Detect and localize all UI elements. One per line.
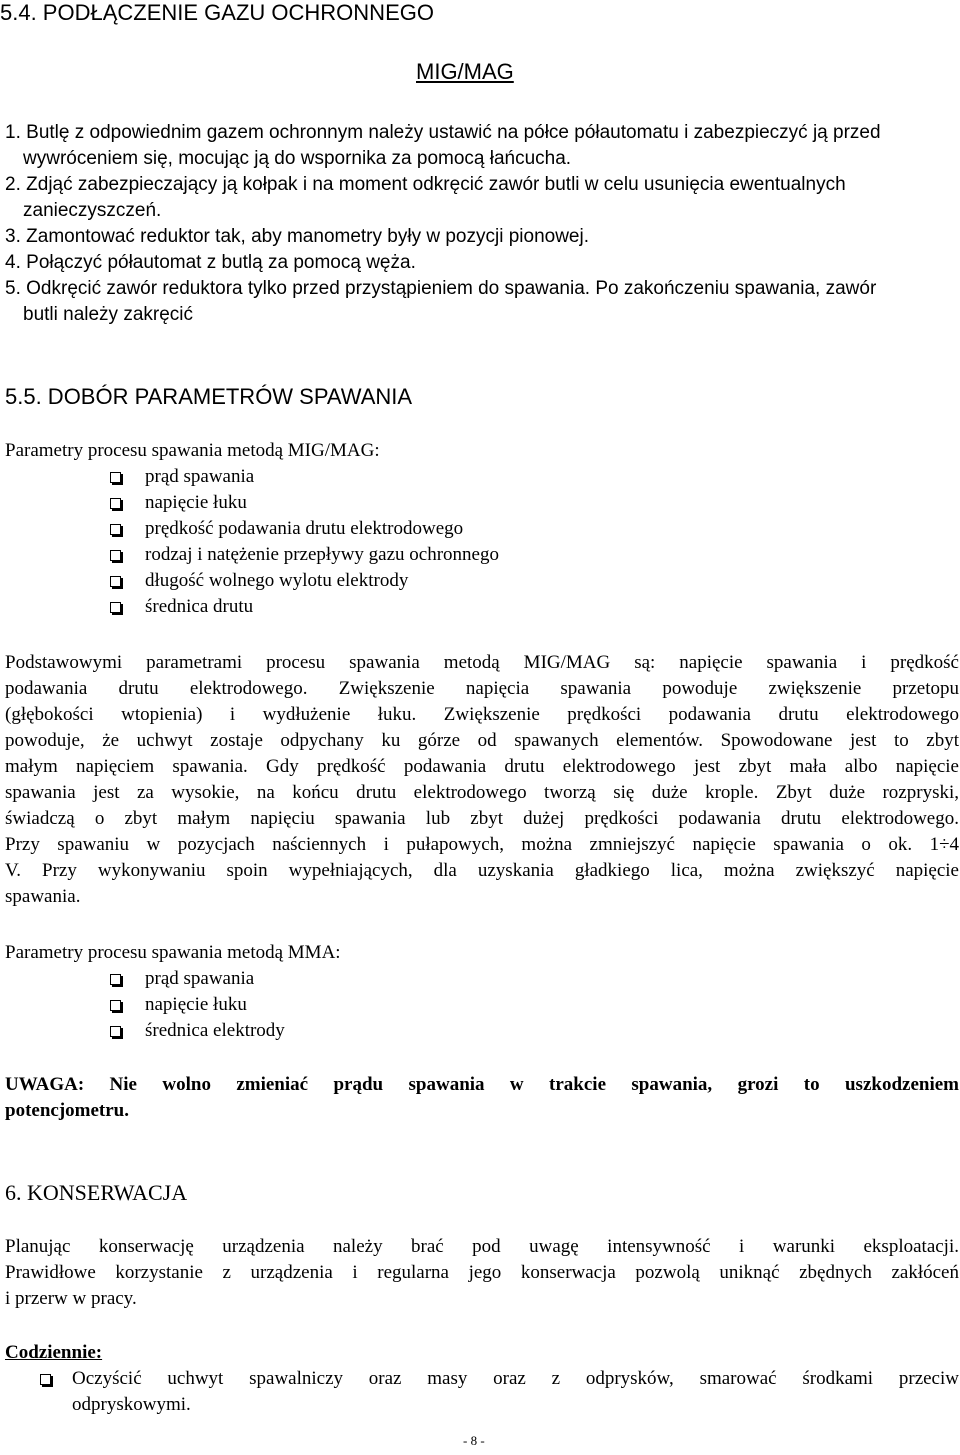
- checkbox-bullet-icon: [110, 472, 121, 483]
- list-item: średnica elektrody: [145, 1020, 285, 1041]
- step-1: [5, 120, 881, 146]
- step-number: 2.: [5, 174, 21, 195]
- step-3: [5, 224, 589, 250]
- step-text: Odkręcić zawór reduktora tylko przed przystąpieniem do spawania. Po zakończeniu spawania, zawór: [26, 278, 877, 299]
- paragraph-line: spawania.: [5, 886, 81, 907]
- section-heading-5-5: 5.5. DOBÓR PARAMETRÓW SPAWANIA: [5, 384, 413, 409]
- step-4: [5, 250, 416, 276]
- list-item: napięcie łuku: [145, 492, 247, 513]
- list-item: prąd spawania: [145, 466, 255, 487]
- paragraph-line: małym napięciem spawania. Gdy prędkość podawania drutu elektrodowego jest zbyt mała albo napięcie: [5, 756, 959, 777]
- paragraph-line: V. Przy wykonywaniu spoin wypełniających, dla uzyskania gładkiego lica, można zwiększyć napięcie: [5, 860, 959, 881]
- warning-line: UWAGA: Nie wolno zmieniać prądu spawania w trakcie spawania, grozi to uszkodzeniem: [5, 1074, 959, 1095]
- step-number: 1.: [5, 122, 21, 143]
- checkbox-bullet-icon: [110, 498, 121, 509]
- paragraph-line: podawania drutu elektrodowego. Zwiększenie napięcia spawania powoduje zwiększenie przetopu: [5, 678, 959, 699]
- section-heading-5-4: 5.4. PODŁĄCZENIE GAZU OCHRONNEGO: [0, 0, 434, 25]
- checkbox-bullet-icon: [110, 974, 121, 985]
- step-5-continued: butli należy zakręcić: [23, 304, 194, 325]
- list-item: napięcie łuku: [145, 994, 247, 1015]
- checkbox-bullet-icon: [110, 1000, 121, 1011]
- step-number: 5.: [5, 278, 21, 299]
- step-text: Zdjąć zabezpieczający ją kołpak i na moment odkręcić zawór butli w celu usunięcia ewentualnych: [26, 174, 846, 195]
- step-2: [5, 172, 846, 198]
- checkbox-bullet-icon: [110, 524, 121, 535]
- section-heading-6: 6. KONSERWACJA: [5, 1180, 188, 1205]
- checkbox-bullet-icon: [110, 550, 121, 561]
- paragraph-line: powoduje, że uchwyt zostaje odpychany ku górze od spawanych elementów. Spowodowane jest to zbyt: [5, 730, 959, 751]
- step-5: [5, 276, 876, 302]
- checkbox-bullet-icon: [40, 1374, 51, 1385]
- step-1-continued: wywróceniem się, mocując ją do wspornika za pomocą łańcucha.: [23, 148, 572, 169]
- step-text: Połączyć półautomat z butlą za pomocą węża.: [26, 252, 416, 273]
- list-item: prąd spawania: [145, 968, 255, 989]
- paragraph-line: (głębokości wtopienia) i wydłużenie łuku. Zwiększenie prędkości podawania drutu elektrodowego: [5, 704, 959, 725]
- mig-params-intro: Parametry procesu spawania metodą MIG/MAG:: [5, 440, 380, 461]
- step-text: Zamontować reduktor tak, aby manometry były w pozycji pionowej.: [26, 226, 589, 247]
- list-item: średnica drutu: [145, 596, 254, 617]
- step-number: 4.: [5, 252, 21, 273]
- paragraph-line: i przerw w pracy.: [5, 1288, 137, 1309]
- mma-params-intro: Parametry procesu spawania metodą MMA:: [5, 942, 341, 963]
- paragraph-line: spawania jest za wysokie, na końcu drutu elektrodowego tworzą się duże krople. Zbyt duże rozpryski,: [5, 782, 959, 803]
- warning-line: potencjometru.: [5, 1100, 129, 1121]
- page-number: - 8 -: [463, 1433, 485, 1448]
- list-item: długość wolnego wylotu elektrody: [145, 570, 409, 591]
- list-item-continued: odpryskowymi.: [72, 1394, 191, 1415]
- paragraph-line: Przy spawaniu w pozycjach naściennych i pułapowych, można zmniejszyć napięcie spawania o ok. 1÷4: [5, 834, 959, 855]
- list-item: prędkość podawania drutu elektrodowego: [145, 518, 464, 539]
- paragraph-line: świadczą o zbyt małym napięciu spawania lub zbyt dużej prędkości podawania drutu elektrodowego.: [5, 808, 959, 829]
- daily-label: Codziennie:: [5, 1342, 103, 1363]
- checkbox-bullet-icon: [110, 1026, 121, 1037]
- step-text: Butlę z odpowiednim gazem ochronnym należy ustawić na półce półautomatu i zabezpieczyć ją przed: [26, 122, 881, 143]
- checkbox-bullet-icon: [110, 576, 121, 587]
- paragraph-line: Prawidłowe korzystanie z urządzenia i regularna jego konserwacja pozwolą uniknąć zbędnych zakłóceń: [5, 1262, 959, 1283]
- list-item: rodzaj i natężenie przepływy gazu ochronnego: [145, 544, 499, 565]
- paragraph-line: Planując konserwację urządzenia należy brać pod uwagę intensywność i warunki eksploatacji.: [5, 1236, 959, 1257]
- step-number: 3.: [5, 226, 21, 247]
- paragraph-line: Podstawowymi parametrami procesu spawania metodą MIG/MAG są: napięcie spawania i prędkość: [5, 652, 959, 673]
- step-2-continued: zanieczyszczeń.: [23, 200, 162, 221]
- checkbox-bullet-icon: [110, 602, 121, 613]
- section-subheading-mig-mag: MIG/MAG: [416, 59, 514, 84]
- list-item: Oczyścić uchwyt spawalniczy oraz masy oraz z odprysków, smarować środkami przeciw: [72, 1368, 959, 1389]
